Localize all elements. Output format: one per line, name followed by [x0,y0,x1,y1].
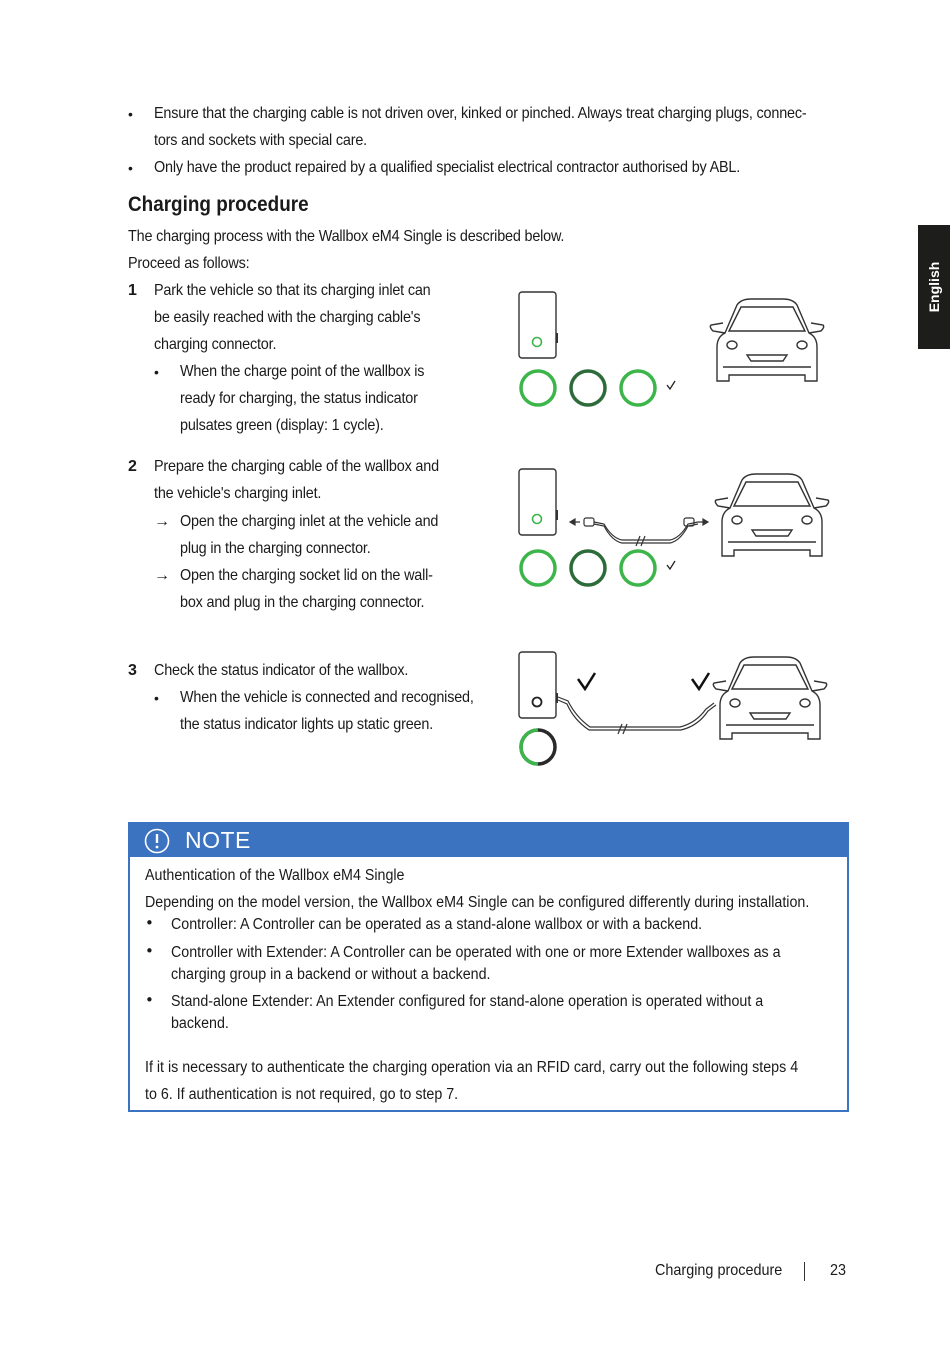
illustration-step-3 [500,645,840,775]
text-line: the vehicle's charging inlet. [154,485,322,502]
section-intro [128,223,564,277]
text-line: Open the charging inlet at the vehicle and [180,513,439,530]
check-icon [667,561,675,569]
note-item-controller [171,914,702,936]
text-line: Ensure that the charging cable is not driven over, kinked or pinched. Always treat charging plugs, connec- [154,105,807,122]
wallbox-icon [519,292,558,358]
text-line: When the vehicle is connected and recognised, [180,689,474,706]
step-1-sub [180,358,424,439]
note-subtitle: Authentication of the Wallbox eM4 Single [145,867,405,884]
car-front-icon [715,474,828,556]
text-line: When the charge point of the wallbox is [180,363,425,380]
exclamation-circle-icon [144,828,170,854]
text-line: plug in the charging connector. [180,540,371,557]
bullet-marker: • [154,690,159,706]
note-item-text: backend. [171,1015,229,1032]
status-ring-icon [621,371,655,405]
text-line: Park the vehicle so that its charging inlet can [154,282,431,299]
status-ring-icon [521,371,555,405]
status-ring-icon [621,551,655,585]
arrow-marker: → [154,513,170,530]
note-item-label: Controller with Extender: [171,944,328,961]
text-line: charging connector. [154,336,277,353]
status-ring-icon [521,551,555,585]
note-item-text: A Controller can be operated with one or more Extender wallboxes as a [327,944,781,961]
charging-cable-icon [570,518,708,546]
note-item-label: Controller: [171,916,237,933]
bullet-marker: • [128,106,133,122]
step-number: 2 [128,458,137,475]
illustration-step-2 [500,462,840,592]
text-line: ready for charging, the status indicator [180,390,418,407]
step-number: 1 [128,282,137,299]
text-line: Prepare the charging cable of the wallbox and [154,458,439,475]
car-front-icon [710,299,823,381]
text-line: Only have the product repaired by a qualified specialist electrical contractor authorised by ABL. [154,159,741,176]
status-ring-icon [571,551,605,585]
text-run: . [454,1086,459,1103]
text-run: to [145,1086,161,1103]
wallbox-icon [519,469,558,535]
note-auth-text [145,1054,798,1108]
step-3-text [154,657,408,684]
charging-cable-icon [558,697,716,734]
intro-bullet-1 [154,100,807,154]
language-tab-label: English [926,261,942,313]
step-2-text [154,453,439,507]
check-icon [578,673,595,689]
note-item-standalone-extender [171,991,763,1035]
step-2-sub-1 [180,508,438,562]
text-run: If it is necessary to authenticate the charging operation via an RFID card, carry out the following steps [145,1059,791,1076]
bullet-marker: • [128,160,133,176]
check-icon [692,673,709,689]
note-item-controller-extender [171,942,781,986]
text-line: pulsates green (display: 1 cycle). [180,417,384,434]
text-line: The charging process with the Wallbox eM4 Single is described below. [128,228,565,245]
note-header [130,824,847,857]
step-ref: 7 [446,1086,455,1103]
note-item-text: An Extender configured for stand-alone operation is operated without a [312,993,764,1010]
footer-section: Charging procedure [655,1262,783,1279]
status-ring-icon [521,730,555,764]
text-run: . If authentication is not required, go to step [168,1086,447,1103]
text-line: be easily reached with the charging cable's [154,309,421,326]
text-line: Open the charging socket lid on the wall- [180,567,433,584]
step-2-sub-2 [180,562,433,616]
step-1-text [154,277,430,358]
car-front-icon [713,657,826,739]
arrow-marker: → [154,567,170,584]
page-number: 23 [830,1262,847,1279]
note-item-text: A Controller can be operated as a stand-alone wallbox or with a backend. [236,916,703,933]
bullet-marker: • [145,991,154,1009]
wallbox-icon [519,652,558,718]
language-tab [918,225,950,349]
section-title: Charging procedure [128,193,309,216]
intro-bullet-2 [154,154,740,181]
step-number: 3 [128,662,137,679]
check-icon [667,381,675,389]
note-item-label: Stand-alone Extender: [171,993,313,1010]
bullet-marker: • [145,914,154,932]
text-line: tors and sockets with special care. [154,132,368,149]
text-line: Proceed as follows: [128,255,250,272]
step-ref: 4 [790,1059,799,1076]
step-ref: 6 [160,1086,169,1103]
note-item-text: charging group in a backend or without a backend. [171,966,491,983]
status-ring-icon [571,371,605,405]
bullet-marker: • [154,364,159,380]
note-intro: Depending on the model version, the Wallbox eM4 Single can be configured differently during installation. [145,894,810,911]
note-box [128,822,849,1112]
illustration-step-1 [500,285,840,415]
text-line: Check the status indicator of the wallbox. [154,662,409,679]
step-3-sub [180,684,474,738]
footer-divider [804,1262,805,1281]
bullet-marker: • [145,942,154,960]
note-title: NOTE [185,827,251,853]
text-line: the status indicator lights up static green. [180,716,434,733]
text-line: box and plug in the charging connector. [180,594,425,611]
